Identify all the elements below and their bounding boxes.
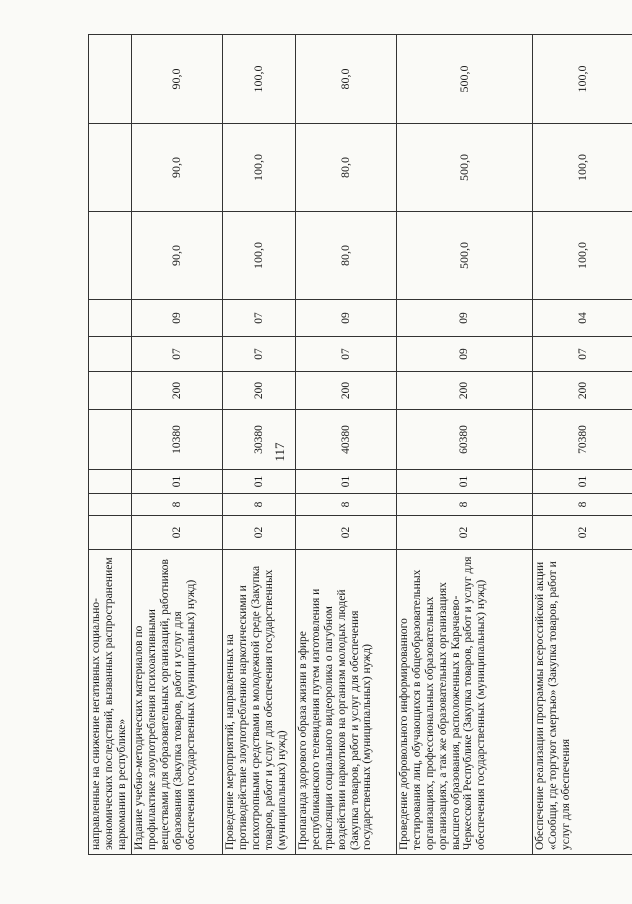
code-expense-type: 200	[397, 372, 533, 410]
row-name: Обеспечение реализации программы всероссийской акции «Сообщи, где торгуют смертью» (Закупка товаров, работ и услуг для обеспечения	[533, 550, 632, 855]
row-name: Пропаганда здорового образа жизни в эфире республиканского телевидения путем изготовления и трансляции социального видеоролика о пагубном воздействии наркотиков на организм молодых людей (Закупка товаров, работ и услуг для обеспечения государственных (муниципальных) нужд)	[296, 550, 397, 855]
code-expense-type: 200	[223, 372, 296, 410]
amount-year-3: 90,0	[132, 35, 223, 124]
code-section: 07	[132, 337, 223, 372]
code-direction: 60380	[397, 410, 533, 470]
code-main-event: 01	[397, 470, 533, 494]
code-subprogram: 8	[223, 494, 296, 516]
code-section: 07	[223, 337, 296, 372]
code-subsection: 07	[223, 300, 296, 337]
code-main-event: 01	[296, 470, 397, 494]
amount-year-2: 100,0	[223, 124, 296, 212]
code-direction: 40380	[296, 410, 397, 470]
code-subprogram: 8	[132, 494, 223, 516]
code-subsection: 04	[533, 300, 632, 337]
amount-year-2: 500,0	[397, 124, 533, 212]
amount-year-2: 80,0	[296, 124, 397, 212]
table-row	[296, 35, 397, 855]
amount-year-1: 80,0	[296, 212, 397, 300]
code-subprogram: 8	[533, 494, 632, 516]
code-section: 09	[397, 337, 533, 372]
table-row	[89, 35, 132, 855]
amount-year-1: 100,0	[533, 212, 632, 300]
code-expense-type	[89, 372, 132, 410]
amount-year-1: 100,0	[223, 212, 296, 300]
code-program	[89, 516, 132, 550]
amount-year-3: 100,0	[223, 35, 296, 124]
row-name: Издание учебно-методических материалов по профилактике злоупотребления психоактивными веществами для образовательных организаций, работников образования (Закупка товаров, работ и услуг для обеспечения государственных (муниципальных) нужд)	[132, 550, 223, 855]
row-name: Проведение мероприятий, направленных на противодействие злоупотреблению наркотическими и психотропными средствами в молодежной среде (Закупка товаров, работ и услуг для обеспечения государственных (муниципальных) нужд)	[223, 550, 296, 855]
amount-year-2: 100,0	[533, 124, 632, 212]
amount-year-2	[89, 124, 132, 212]
code-subprogram	[89, 494, 132, 516]
code-direction: 30380	[223, 410, 296, 470]
budget-table	[88, 34, 632, 855]
code-program: 02	[223, 516, 296, 550]
code-subsection: 09	[296, 300, 397, 337]
rotated-table-wrapper	[88, 35, 632, 855]
code-subsection	[89, 300, 132, 337]
code-direction: 70380	[533, 410, 632, 470]
code-subsection: 09	[397, 300, 533, 337]
row-name: направленные на снижение негативных социально-экономических последствий, вызванных распространением наркомании в республике»	[89, 550, 132, 855]
code-expense-type: 200	[296, 372, 397, 410]
table-row	[397, 35, 533, 855]
code-direction: 10380	[132, 410, 223, 470]
amount-year-3	[89, 35, 132, 124]
code-main-event: 01	[132, 470, 223, 494]
code-program: 02	[533, 516, 632, 550]
amount-year-2: 90,0	[132, 124, 223, 212]
code-main-event: 01	[223, 470, 296, 494]
table-row	[223, 35, 296, 855]
code-main-event: 01	[533, 470, 632, 494]
code-program: 02	[296, 516, 397, 550]
table-row	[533, 35, 632, 855]
code-section	[89, 337, 132, 372]
code-expense-type: 200	[132, 372, 223, 410]
code-program: 02	[132, 516, 223, 550]
code-section: 07	[296, 337, 397, 372]
code-main-event	[89, 470, 132, 494]
amount-year-3: 100,0	[533, 35, 632, 124]
code-direction	[89, 410, 132, 470]
code-subprogram: 8	[397, 494, 533, 516]
page-number: 117	[272, 442, 287, 462]
amount-year-1: 500,0	[397, 212, 533, 300]
row-name: Проведение добровольного информированного тестирования лиц, обучающихся в общеобразовательных организациях, профессиональных образовательных организациях, а так же образовательных организациях высшего образования, расположенных в Карачаево-Черкесской Республике (Закупка товаров, работ и услуг для обеспечения государственных (муниципальных) нужд)	[397, 550, 533, 855]
amount-year-3: 500,0	[397, 35, 533, 124]
amount-year-1: 90,0	[132, 212, 223, 300]
code-program: 02	[397, 516, 533, 550]
code-section: 07	[533, 337, 632, 372]
code-subsection: 09	[132, 300, 223, 337]
code-subprogram: 8	[296, 494, 397, 516]
table-row	[132, 35, 223, 855]
code-expense-type: 200	[533, 372, 632, 410]
amount-year-1	[89, 212, 132, 300]
amount-year-3: 80,0	[296, 35, 397, 124]
